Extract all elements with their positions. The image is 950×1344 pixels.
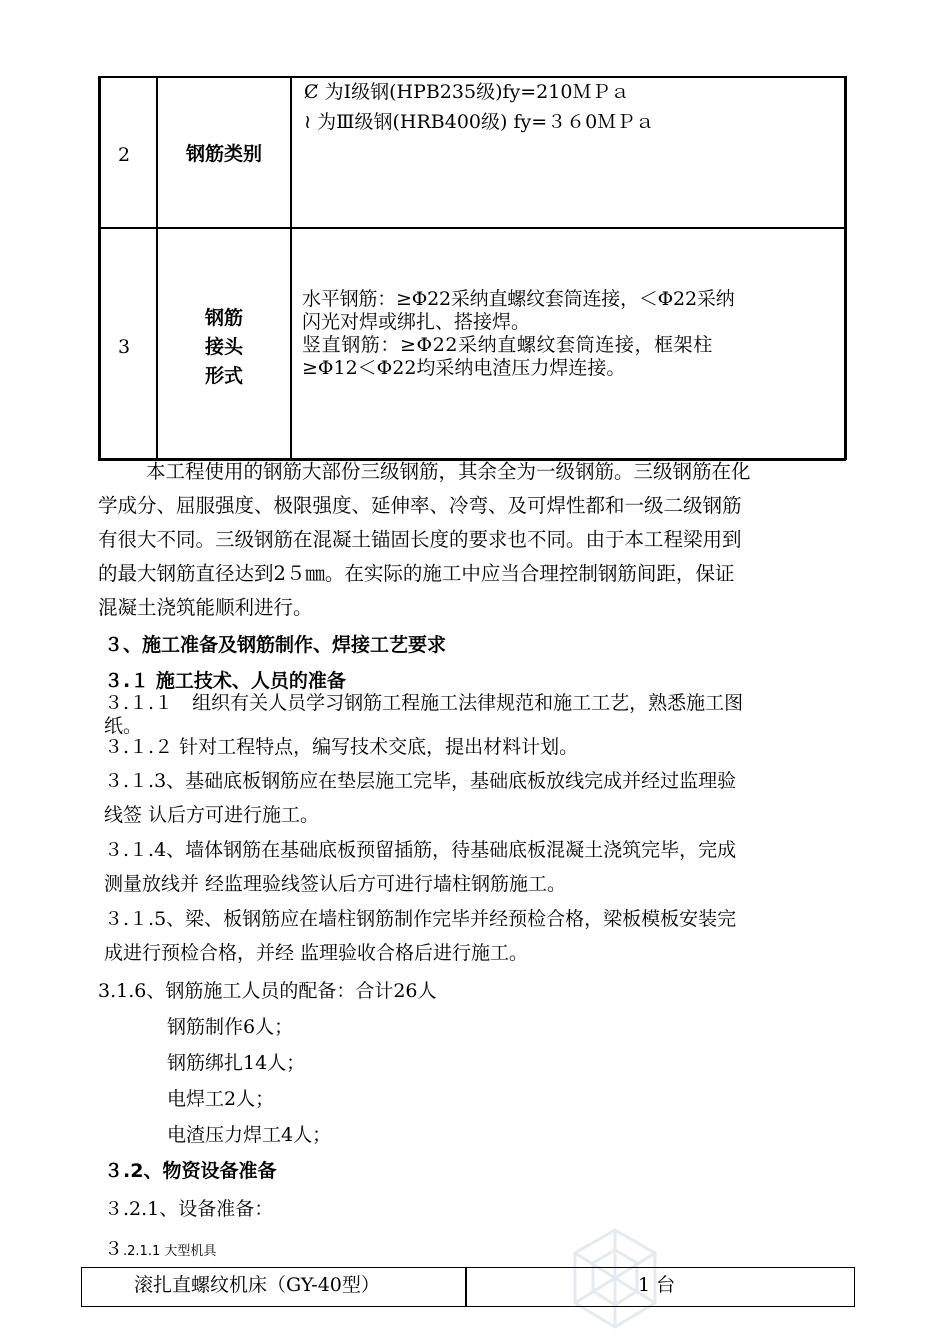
table-row-number: 2 [118, 144, 131, 166]
intro-line: 有很大不同。三级钢筋在混凝土锚固长度的要求也不同。由于本工程梁用到 [98, 528, 742, 551]
table-cell-line: 闪光对焊或绑扎、搭接焊。 [302, 311, 531, 333]
table-row-heading: 钢筋类别 [185, 143, 262, 165]
item-3-2-1-1-prefix: ３ [104, 1238, 124, 1260]
equipment-table-divider [465, 1268, 467, 1306]
table-col-divider-2 [290, 76, 292, 460]
table-border-right [844, 76, 847, 460]
table-row-heading-line: 形式 [204, 365, 243, 387]
item-3-1-2: ３.１.２ 针对工程特点，编写技术交底，提出材料计划。 [104, 736, 579, 758]
equipment-table [81, 1267, 855, 1307]
table-row-heading-line: 接头 [204, 336, 243, 358]
item-3-1-5: ３.１.5、梁、板钢筋应在墙柱钢筋制作完毕并经预检合格，梁板模板安装完 [104, 908, 737, 930]
item-3-1-6: 3.1.6、钢筋施工人员的配备：合计26人 [98, 980, 437, 1002]
staff-item: 钢筋制作6人； [167, 1016, 294, 1038]
intro-line: 的最大钢筋直径达到2５㎜。在实际的施工中应当合理控制钢筋间距，保证 [98, 562, 735, 585]
item-3-1-5-cont: 成进行预检合格，并经 监理验收合格后进行施工。 [104, 942, 529, 964]
table-col-divider-1 [156, 76, 158, 460]
item-3-1-1: ３.１.１ 组织有关人员学习钢筋工程施工法律规范和施工工艺，熟悉施工图 [104, 692, 744, 714]
table-cell-line: 水平钢筋：≥Φ22采纳直螺纹套筒连接，＜Φ22采纳 [302, 288, 735, 310]
table-border-top [98, 76, 846, 78]
table-cell-line: ≀ 为Ⅲ级钢(HRB400级) fy=３６0ＭＰａ [304, 111, 655, 133]
staff-item: 电渣压力焊工4人； [167, 1124, 332, 1146]
table-row-heading-line: 钢筋 [204, 307, 243, 329]
table-border-left [98, 76, 101, 460]
staff-item: 钢筋绑扎14人； [167, 1052, 306, 1074]
staff-item: 电焊工2人； [167, 1088, 275, 1110]
intro-line: 学成分、屈服强度、极限强度、延伸率、冷弯、及可焊性都和一级二级钢筋 [98, 494, 742, 517]
item-3-1-4: ３.１.4、墙体钢筋在基础底板预留插筋，待基础底板混凝土浇筑完毕，完成 [104, 839, 737, 861]
item-3-2-1: ３.2.1、设备准备： [104, 1198, 274, 1220]
table-cell-line: 竖直钢筋：≥Φ22采纳直螺纹套筒连接，框架柱 [302, 334, 713, 356]
table-cell-line: ≥Φ12＜Φ22均采纳电渣压力焊连接。 [302, 357, 626, 379]
item-3-1-3-cont: 线签 认后方可进行施工。 [104, 804, 320, 826]
intro-line: 混凝土浇筑能顺利进行。 [98, 596, 313, 619]
table-row-divider [98, 227, 846, 229]
equipment-qty: 1 台 [638, 1274, 676, 1296]
table-cell-line: Ȼ 为Ⅰ级钢(HPB235级)fy=210ＭＰａ [304, 81, 630, 103]
intro-line: 本工程使用的钢筋大部份三级钢筋，其余全为一级钢筋。三级钢筋在化 [146, 460, 751, 483]
item-3-2-1-1-text: .2.1.1 大型机具 [123, 1244, 217, 1259]
item-3-2-1-1 [104, 1234, 216, 1261]
item-3-1-3: ３.１.3、基础底板钢筋应在垫层施工完毕，基础底板放线完成并经过监理验 [104, 770, 737, 792]
item-3-1-4-cont: 测量放线并 经监理验线签认后方可进行墙柱钢筋施工。 [104, 873, 567, 895]
item-3-1-1-cont: 纸。 [104, 715, 143, 737]
section-3-2-heading: ３.2、物资设备准备 [104, 1160, 277, 1182]
table-row-number: 3 [118, 336, 131, 358]
section-3-heading: ３、施工准备及钢筋制作、焊接工艺要求 [104, 634, 447, 656]
equipment-name: 滚扎直螺纹机床（GY-40型） [134, 1274, 380, 1296]
section-3-1-heading: ３.１ 施工技术、人员的准备 [104, 670, 346, 692]
